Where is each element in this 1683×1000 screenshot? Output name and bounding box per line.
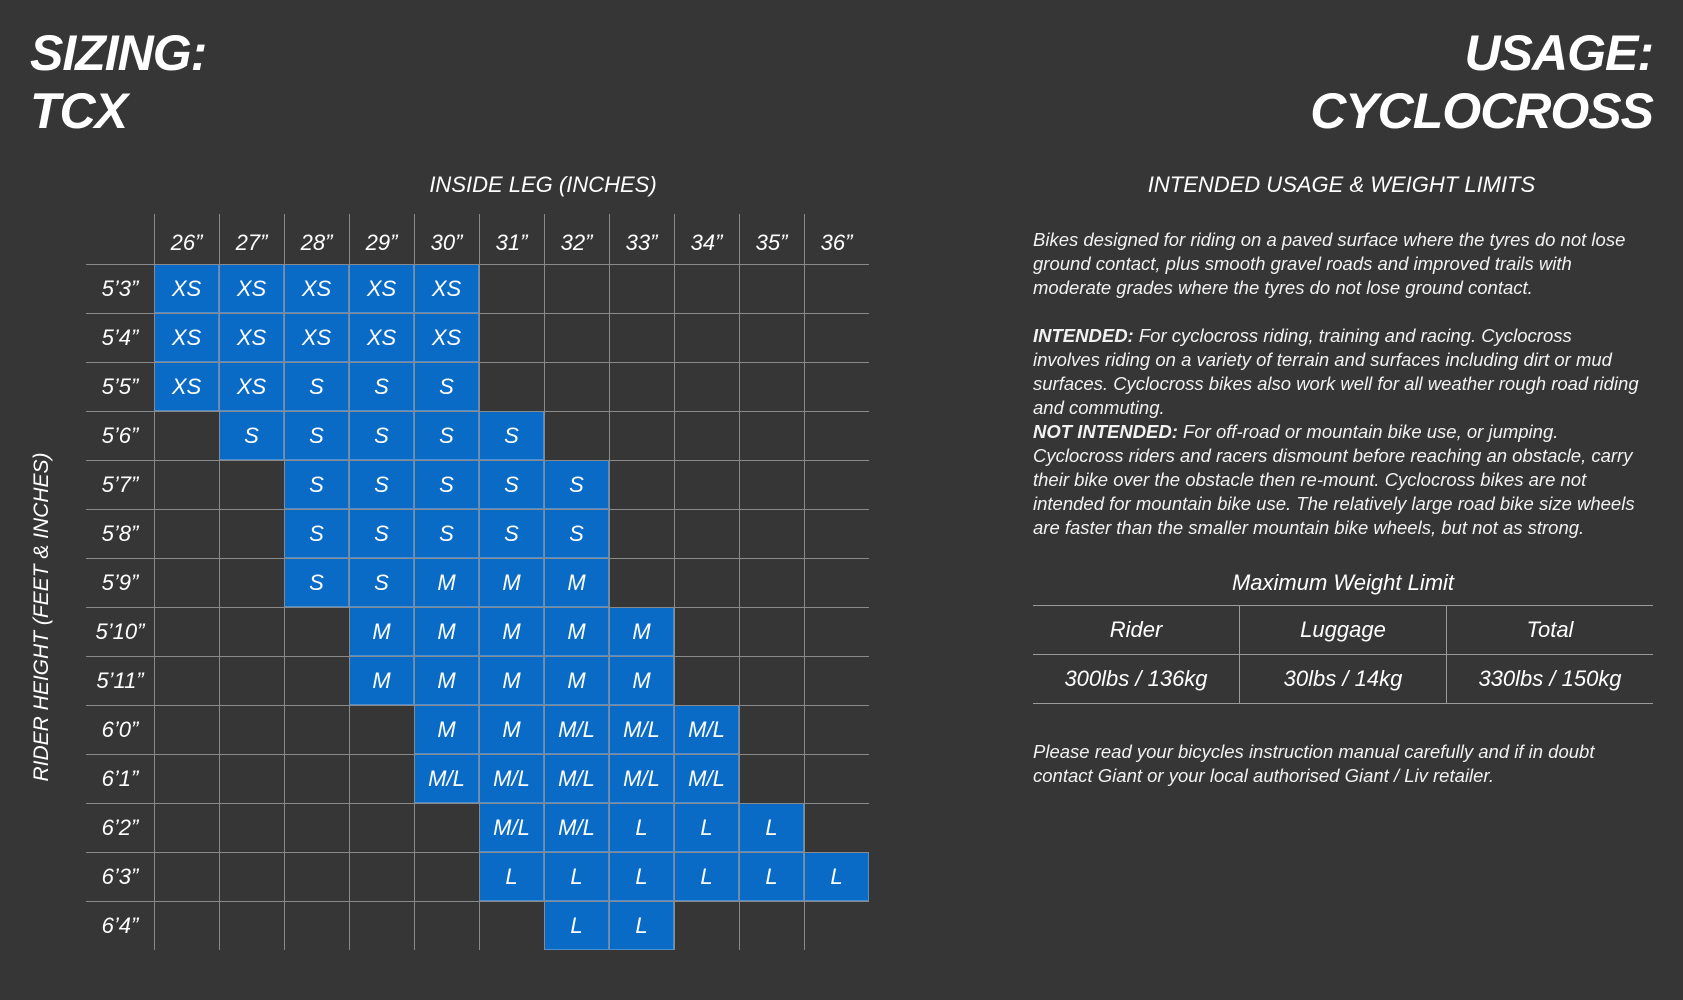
empty-cell <box>219 803 284 852</box>
empty-cell <box>154 460 219 509</box>
size-cell: XS <box>414 264 479 313</box>
grid-line-horizontal <box>86 705 869 706</box>
size-cell: M <box>414 705 479 754</box>
empty-cell <box>804 313 869 362</box>
size-cell: L <box>479 852 544 901</box>
size-cell: M/L <box>609 705 674 754</box>
empty-cell <box>284 803 349 852</box>
column-header: 29” <box>365 230 398 255</box>
size-cell: M <box>349 607 414 656</box>
row-header: 6’3” <box>101 863 139 889</box>
size-cell: S <box>284 411 349 460</box>
size-cell: L <box>544 852 609 901</box>
empty-cell <box>544 264 609 313</box>
empty-cell <box>739 901 804 950</box>
title-sizing-line1: SIZING: <box>30 25 207 81</box>
weight-limit-table <box>1033 605 1653 704</box>
empty-cell <box>804 705 869 754</box>
not-intended-label: NOT INTENDED: <box>1033 421 1178 442</box>
empty-cell <box>739 656 804 705</box>
empty-cell <box>414 901 479 950</box>
size-cell: L <box>609 803 674 852</box>
empty-cell <box>154 803 219 852</box>
size-cell: M/L <box>479 754 544 803</box>
weight-value-total: 330lbs / 150kg <box>1446 655 1653 703</box>
size-cell: M/L <box>479 803 544 852</box>
title-usage-line1: USAGE: <box>1464 25 1653 81</box>
intended-text: For cyclocross riding, training and racing. Cyclocross involves riding on a variety of terrain and surfaces including dirt or mud surfaces. Cyclocross bikes also work well for all weather rough road riding and commuting. <box>1033 325 1639 418</box>
empty-cell <box>674 509 739 558</box>
size-cell: S <box>479 411 544 460</box>
size-cell: S <box>414 460 479 509</box>
usage-heading: INTENDED USAGE & WEIGHT LIMITS <box>1147 172 1536 197</box>
column-header: 28” <box>300 230 333 255</box>
size-cell: M <box>479 607 544 656</box>
weight-limit-title: Maximum Weight Limit <box>1231 570 1455 595</box>
empty-cell <box>674 313 739 362</box>
grid-line-vertical <box>544 214 545 950</box>
empty-cell <box>479 362 544 411</box>
size-cell: M <box>609 607 674 656</box>
empty-cell <box>804 558 869 607</box>
empty-cell <box>544 313 609 362</box>
empty-cell <box>349 803 414 852</box>
grid-line-vertical <box>284 214 285 950</box>
column-header: 27” <box>235 230 268 255</box>
grid-line-vertical <box>674 214 675 950</box>
size-cell: M <box>544 656 609 705</box>
empty-cell <box>219 705 284 754</box>
size-cell: L <box>804 852 869 901</box>
weight-value-luggage: 30lbs / 14kg <box>1239 655 1446 703</box>
grid-line-horizontal <box>86 901 869 902</box>
empty-cell <box>284 852 349 901</box>
grid-line-horizontal <box>86 460 869 461</box>
empty-cell <box>284 754 349 803</box>
grid-line-horizontal <box>86 607 869 608</box>
size-cell: M <box>544 558 609 607</box>
empty-cell <box>349 901 414 950</box>
size-cell: XS <box>154 264 219 313</box>
size-cell: M <box>479 558 544 607</box>
empty-cell <box>219 656 284 705</box>
empty-cell <box>609 362 674 411</box>
column-header: 31” <box>495 230 528 255</box>
empty-cell <box>674 558 739 607</box>
size-cell: S <box>349 460 414 509</box>
size-cell: L <box>609 852 674 901</box>
empty-cell <box>284 656 349 705</box>
empty-cell <box>739 607 804 656</box>
size-cell: S <box>544 460 609 509</box>
title-usage-line2: CYCLOCROSS <box>1310 83 1653 139</box>
size-cell: S <box>349 362 414 411</box>
empty-cell <box>739 460 804 509</box>
empty-cell <box>804 901 869 950</box>
size-cell: XS <box>349 313 414 362</box>
empty-cell <box>739 754 804 803</box>
size-cell: M <box>609 656 674 705</box>
grid-line-vertical <box>219 214 220 950</box>
empty-cell <box>804 411 869 460</box>
grid-line-horizontal <box>86 411 869 412</box>
empty-cell <box>479 264 544 313</box>
grid-line-horizontal <box>86 509 869 510</box>
empty-cell <box>674 656 739 705</box>
grid-line-horizontal <box>86 754 869 755</box>
size-cell: S <box>349 509 414 558</box>
empty-cell <box>739 313 804 362</box>
grid-line-horizontal <box>86 558 869 559</box>
title-usage <box>1310 24 1653 140</box>
empty-cell <box>414 852 479 901</box>
row-header: 5’6” <box>101 422 139 448</box>
weight-value-row <box>1033 655 1653 704</box>
size-cell: M <box>479 656 544 705</box>
row-header: 6’4” <box>101 912 139 938</box>
size-cell: M/L <box>609 754 674 803</box>
empty-cell <box>804 607 869 656</box>
size-cell: S <box>414 362 479 411</box>
empty-cell <box>739 509 804 558</box>
empty-cell <box>674 607 739 656</box>
size-cell: S <box>349 411 414 460</box>
empty-cell <box>739 362 804 411</box>
empty-cell <box>544 411 609 460</box>
size-cell: L <box>739 803 804 852</box>
weight-value-rider: 300lbs / 136kg <box>1064 666 1208 691</box>
grid-line-vertical <box>739 214 740 950</box>
column-header: 32” <box>560 230 593 255</box>
empty-cell <box>154 852 219 901</box>
empty-cell <box>349 705 414 754</box>
grid-line-horizontal <box>86 656 869 657</box>
size-cell: M <box>414 558 479 607</box>
usage-general-text: Bikes designed for riding on a paved surface where the tyres do not lose ground contact, plus smooth gravel roads and improved trails with moderate grades where the tyres do not lose ground contact. <box>1033 229 1626 298</box>
empty-cell <box>219 852 284 901</box>
empty-cell <box>414 803 479 852</box>
size-cell: XS <box>349 264 414 313</box>
row-header: 5’3” <box>101 275 139 301</box>
column-header: 33” <box>625 230 658 255</box>
size-cell: L <box>674 852 739 901</box>
size-cell: M/L <box>414 754 479 803</box>
empty-cell <box>154 558 219 607</box>
empty-cell <box>674 411 739 460</box>
grid-line-horizontal <box>86 852 869 853</box>
empty-cell <box>674 264 739 313</box>
size-cell: S <box>284 362 349 411</box>
size-cell: XS <box>284 313 349 362</box>
empty-cell <box>674 362 739 411</box>
row-header: 5’11” <box>96 667 144 693</box>
grid-line-vertical <box>349 214 350 950</box>
grid-line-horizontal <box>86 313 869 314</box>
empty-cell <box>154 754 219 803</box>
row-header: 5’10” <box>95 618 145 644</box>
empty-cell <box>154 607 219 656</box>
size-cell: S <box>349 558 414 607</box>
size-cell: S <box>414 411 479 460</box>
empty-cell <box>739 558 804 607</box>
size-cell: S <box>284 460 349 509</box>
row-header: 6’1” <box>101 765 139 791</box>
weight-header-rider: Rider <box>1109 617 1163 642</box>
weight-header-total: Total <box>1446 606 1653 654</box>
empty-cell <box>479 313 544 362</box>
row-header: 5’4” <box>101 324 139 350</box>
empty-cell <box>609 411 674 460</box>
size-cell: XS <box>414 313 479 362</box>
size-cell: S <box>414 509 479 558</box>
empty-cell <box>154 705 219 754</box>
empty-cell <box>219 607 284 656</box>
title-sizing <box>30 24 206 140</box>
size-cell: M/L <box>544 803 609 852</box>
grid-line-horizontal <box>86 803 869 804</box>
weight-header-luggage: Luggage <box>1239 606 1446 654</box>
grid-line-horizontal <box>86 264 869 265</box>
size-cell: M <box>349 656 414 705</box>
size-cell: XS <box>219 313 284 362</box>
intended-label: INTENDED: <box>1033 325 1134 346</box>
empty-cell <box>219 901 284 950</box>
empty-cell <box>674 901 739 950</box>
size-cell: S <box>544 509 609 558</box>
size-cell: L <box>674 803 739 852</box>
weight-header-row <box>1033 605 1653 655</box>
empty-cell <box>154 901 219 950</box>
size-cell: M/L <box>544 754 609 803</box>
size-cell: S <box>284 558 349 607</box>
column-header: 35” <box>755 230 788 255</box>
empty-cell <box>154 509 219 558</box>
empty-cell <box>284 705 349 754</box>
rider-height-label: RIDER HEIGHT (FEET & INCHES) <box>30 452 53 782</box>
size-cell: M <box>414 607 479 656</box>
empty-cell <box>804 362 869 411</box>
empty-cell <box>544 362 609 411</box>
empty-cell <box>739 705 804 754</box>
empty-cell <box>154 411 219 460</box>
empty-cell <box>804 803 869 852</box>
size-cell: L <box>544 901 609 950</box>
empty-cell <box>219 460 284 509</box>
empty-cell <box>154 656 219 705</box>
empty-cell <box>804 509 869 558</box>
grid-line-horizontal <box>86 362 869 363</box>
empty-cell <box>284 901 349 950</box>
size-cell: XS <box>154 313 219 362</box>
row-header: 5’8” <box>101 520 139 546</box>
empty-cell <box>674 460 739 509</box>
grid-line-vertical <box>154 214 155 950</box>
title-sizing-line2: TCX <box>30 83 127 139</box>
size-cell: S <box>479 460 544 509</box>
empty-cell <box>609 558 674 607</box>
empty-cell <box>739 411 804 460</box>
row-header: 5’5” <box>101 373 139 399</box>
row-header: 5’7” <box>101 471 139 497</box>
empty-cell <box>739 264 804 313</box>
grid-line-vertical <box>414 214 415 950</box>
empty-cell <box>804 460 869 509</box>
size-cell: M/L <box>674 705 739 754</box>
empty-cell <box>804 264 869 313</box>
row-header: 6’2” <box>101 814 139 840</box>
inside-leg-label: INSIDE LEG (INCHES) <box>429 172 657 197</box>
size-cell: L <box>609 901 674 950</box>
size-cell: XS <box>219 362 284 411</box>
column-header: 26” <box>170 230 203 255</box>
manual-note: Please read your bicycles instruction manual carefully and if in doubt contact Giant or your local authorised Giant / Liv retailer. <box>1033 741 1595 786</box>
size-cell: S <box>479 509 544 558</box>
size-cell: M <box>414 656 479 705</box>
row-header: 5’9” <box>101 569 139 595</box>
empty-cell <box>804 754 869 803</box>
size-cell: S <box>219 411 284 460</box>
not-intended-paragraph <box>1033 420 1643 540</box>
empty-cell <box>219 509 284 558</box>
empty-cell <box>479 901 544 950</box>
size-cell: XS <box>154 362 219 411</box>
column-header: 30” <box>430 230 463 255</box>
size-cell: M <box>544 607 609 656</box>
size-cell: M/L <box>544 705 609 754</box>
not-intended-text: For off-road or mountain bike use, or jumping. Cyclocross riders and racers dismount before reaching an obstacle, carry their bike over the obstacle then re-mount. Cyclocross bikes are not intended for mountain bike use. The relatively large road bike size wheels are faster than the smaller mountain bike wheels, but not as strong. <box>1033 421 1635 538</box>
empty-cell <box>349 754 414 803</box>
grid-line-vertical <box>609 214 610 950</box>
empty-cell <box>804 656 869 705</box>
size-cell: XS <box>219 264 284 313</box>
row-header: 6’0” <box>101 716 139 742</box>
size-cell: S <box>284 509 349 558</box>
size-cell: XS <box>284 264 349 313</box>
empty-cell <box>219 754 284 803</box>
empty-cell <box>609 509 674 558</box>
column-header: 34” <box>690 230 723 255</box>
empty-cell <box>609 264 674 313</box>
empty-cell <box>609 313 674 362</box>
size-cell: M <box>479 705 544 754</box>
empty-cell <box>349 852 414 901</box>
grid-line-vertical <box>804 214 805 950</box>
intended-paragraph <box>1033 324 1643 420</box>
empty-cell <box>609 460 674 509</box>
grid-line-vertical <box>479 214 480 950</box>
empty-cell <box>219 558 284 607</box>
size-cell: M/L <box>674 754 739 803</box>
empty-cell <box>284 607 349 656</box>
size-cell: L <box>739 852 804 901</box>
column-header: 36” <box>820 230 853 255</box>
